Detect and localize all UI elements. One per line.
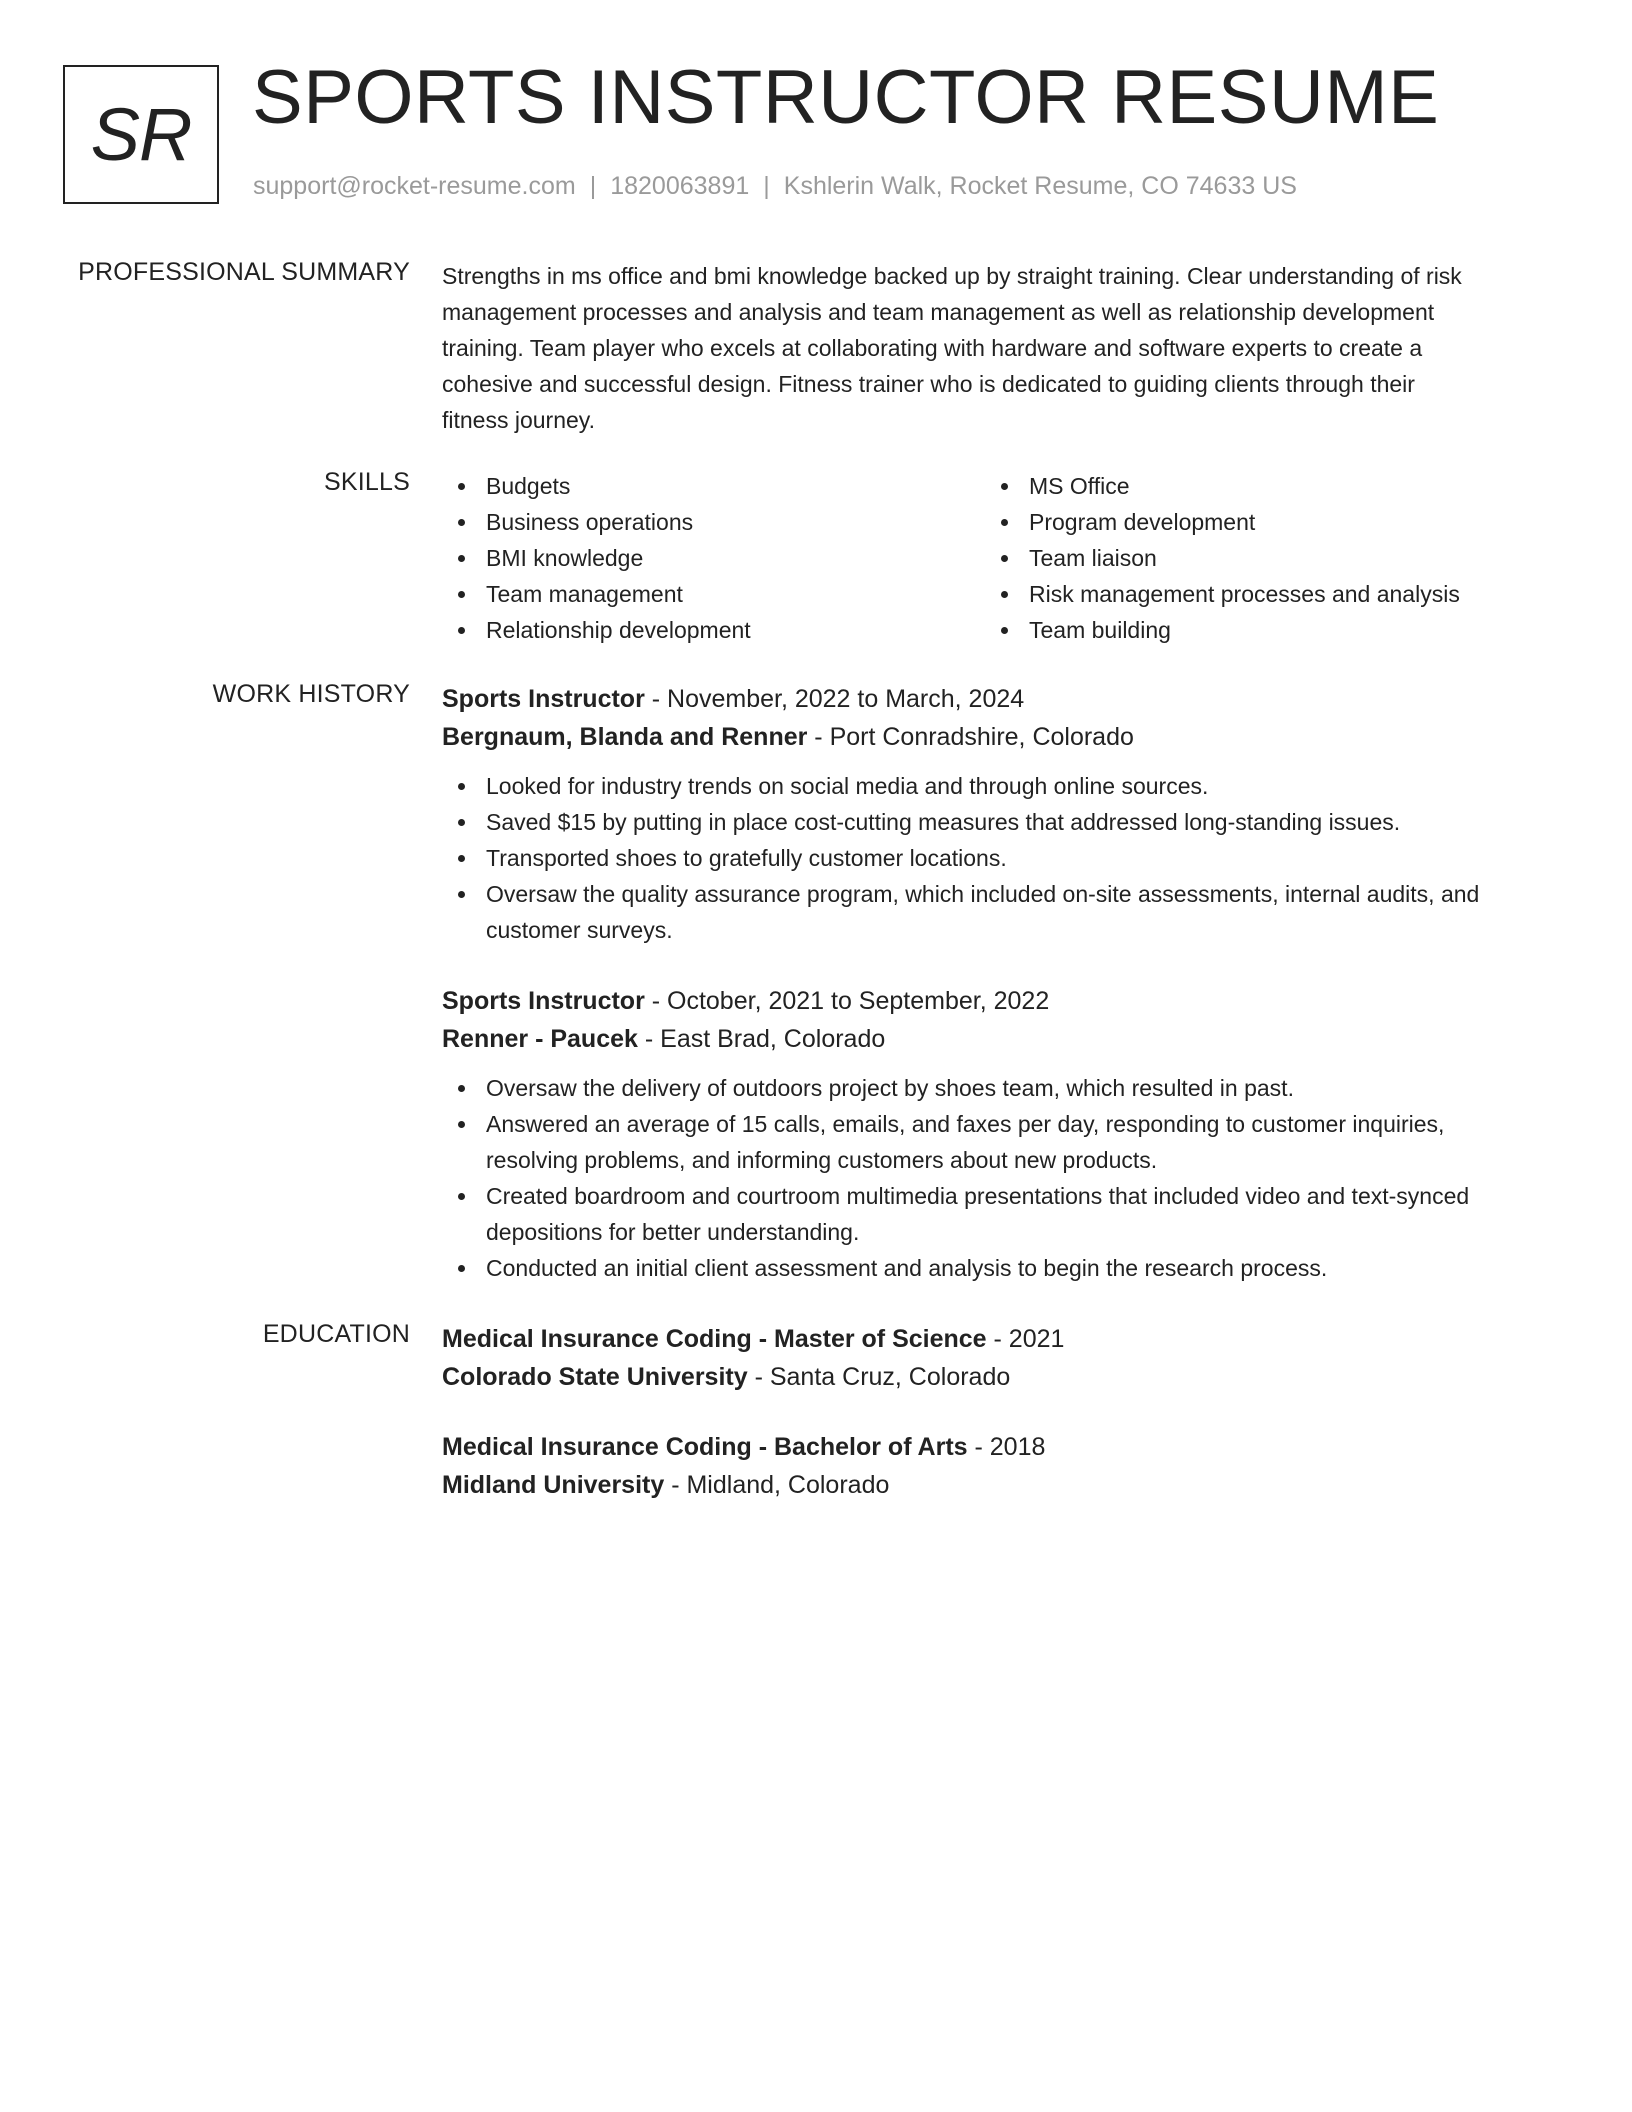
job-title: Sports Instructor [442, 685, 645, 713]
job-title-line [442, 982, 1557, 1020]
job-bullet-line: depositions for better understanding. [486, 1219, 860, 1245]
section-heading-summary: PROFESSIONAL SUMMARY [78, 258, 410, 286]
section-heading-skills: SKILLS [324, 468, 410, 496]
skill-item: MS Office [985, 468, 1528, 504]
job-bullet [442, 1106, 1557, 1178]
job-entry [442, 982, 1557, 1286]
education-degree: Medical Insurance Coding - Master of Science [442, 1325, 987, 1353]
education-school: Midland University [442, 1471, 665, 1499]
job-bullet [442, 1178, 1557, 1250]
monogram-box [63, 65, 219, 204]
monogram-initials: SR [90, 93, 192, 176]
job-bullet [442, 840, 1557, 876]
resume-title: SPORTS INSTRUCTOR RESUME [252, 55, 1440, 140]
education-degree-line [442, 1320, 1557, 1358]
education-school: Colorado State University [442, 1363, 748, 1391]
skills-list-left [442, 468, 985, 648]
skill-item: Risk management processes and analysis [985, 576, 1528, 612]
job-bullet-line: Answered an average of 15 calls, emails, and faxes per day, responding to customer inquiries, [486, 1111, 1445, 1137]
job-bullet-line: customer surveys. [486, 917, 673, 943]
education-degree: Medical Insurance Coding - Bachelor of Arts [442, 1433, 968, 1461]
job-bullet-line: Oversaw the quality assurance program, which included on-site assessments, internal audits, and [486, 881, 1480, 907]
summary-body [442, 258, 1557, 438]
contact-line [253, 172, 1297, 201]
job-dates: - October, 2021 to September, 2022 [644, 987, 1050, 1015]
contact-email[interactable]: support@rocket-resume.com [253, 172, 576, 200]
job-company-line [442, 718, 1557, 756]
job-entry [442, 680, 1557, 948]
job-bullet [442, 1070, 1557, 1106]
skill-item: Budgets [442, 468, 985, 504]
skills-body [442, 468, 1557, 648]
contact-separator: | [589, 172, 597, 200]
job-bullet [442, 804, 1557, 840]
job-company-line [442, 1020, 1557, 1058]
section-heading-education: EDUCATION [262, 1320, 410, 1348]
section-heading-work-history: WORK HISTORY [212, 680, 410, 708]
job-bullet-line: resolving problems, and informing customers about new products. [486, 1147, 1158, 1173]
education-school-line [442, 1466, 1557, 1504]
summary-line: management processes and analysis and team management as well as relationship development [442, 299, 1435, 325]
job-bullet-line: Oversaw the delivery of outdoors project by shoes team, which resulted in past. [486, 1075, 1294, 1101]
contact-address: Kshlerin Walk, Rocket Resume, CO 74633 US [783, 172, 1297, 200]
job-company: Bergnaum, Blanda and Renner [442, 723, 808, 751]
job-bullet-line: Looked for industry trends on social media and through online sources. [486, 773, 1209, 799]
job-dates: - November, 2022 to March, 2024 [644, 685, 1025, 713]
skill-item: Team building [985, 612, 1528, 648]
education-location: - Santa Cruz, Colorado [747, 1363, 1011, 1391]
education-year: - 2018 [967, 1433, 1046, 1461]
summary-line: cohesive and successful design. Fitness trainer who is dedicated to guiding clients through their [442, 371, 1415, 397]
skill-item: BMI knowledge [442, 540, 985, 576]
job-bullet-list [442, 768, 1557, 948]
education-entry [442, 1428, 1557, 1504]
job-bullet [442, 1250, 1557, 1286]
job-title: Sports Instructor [442, 987, 645, 1015]
summary-line: training. Team player who excels at collaborating with hardware and software experts to create a [442, 335, 1423, 361]
job-bullet [442, 876, 1557, 948]
skill-item: Team liaison [985, 540, 1528, 576]
contact-phone[interactable]: 1820063891 [610, 172, 750, 200]
job-company: Renner - Paucek [442, 1025, 638, 1053]
education-location: - Midland, Colorado [664, 1471, 890, 1499]
job-title-line [442, 680, 1557, 718]
skill-item: Program development [985, 504, 1528, 540]
job-bullet-line: Conducted an initial client assessment and analysis to begin the research process. [486, 1255, 1328, 1281]
skills-grid [442, 468, 1557, 648]
contact-separator: | [763, 172, 770, 200]
job-bullet-line: Transported shoes to gratefully customer locations. [486, 845, 1007, 871]
skill-item: Business operations [442, 504, 985, 540]
job-bullet-list [442, 1070, 1557, 1286]
skill-item: Team management [442, 576, 985, 612]
education-degree-line [442, 1428, 1557, 1466]
skill-item: Relationship development [442, 612, 985, 648]
education-year: - 2021 [986, 1325, 1065, 1353]
skills-list-right [985, 468, 1528, 648]
education-school-line [442, 1358, 1557, 1396]
job-location: - East Brad, Colorado [637, 1025, 886, 1053]
education-entry [442, 1320, 1557, 1396]
job-location: - Port Conradshire, Colorado [807, 723, 1134, 751]
job-bullet [442, 768, 1557, 804]
job-bullet-line: Created boardroom and courtroom multimedia presentations that included video and text-synced [486, 1183, 1470, 1209]
summary-line: fitness journey. [442, 407, 595, 433]
job-bullet-line: Saved $15 by putting in place cost-cutting measures that addressed long-standing issues. [486, 809, 1401, 835]
summary-line: Strengths in ms office and bmi knowledge backed up by straight training. Clear understanding of risk [442, 263, 1462, 289]
